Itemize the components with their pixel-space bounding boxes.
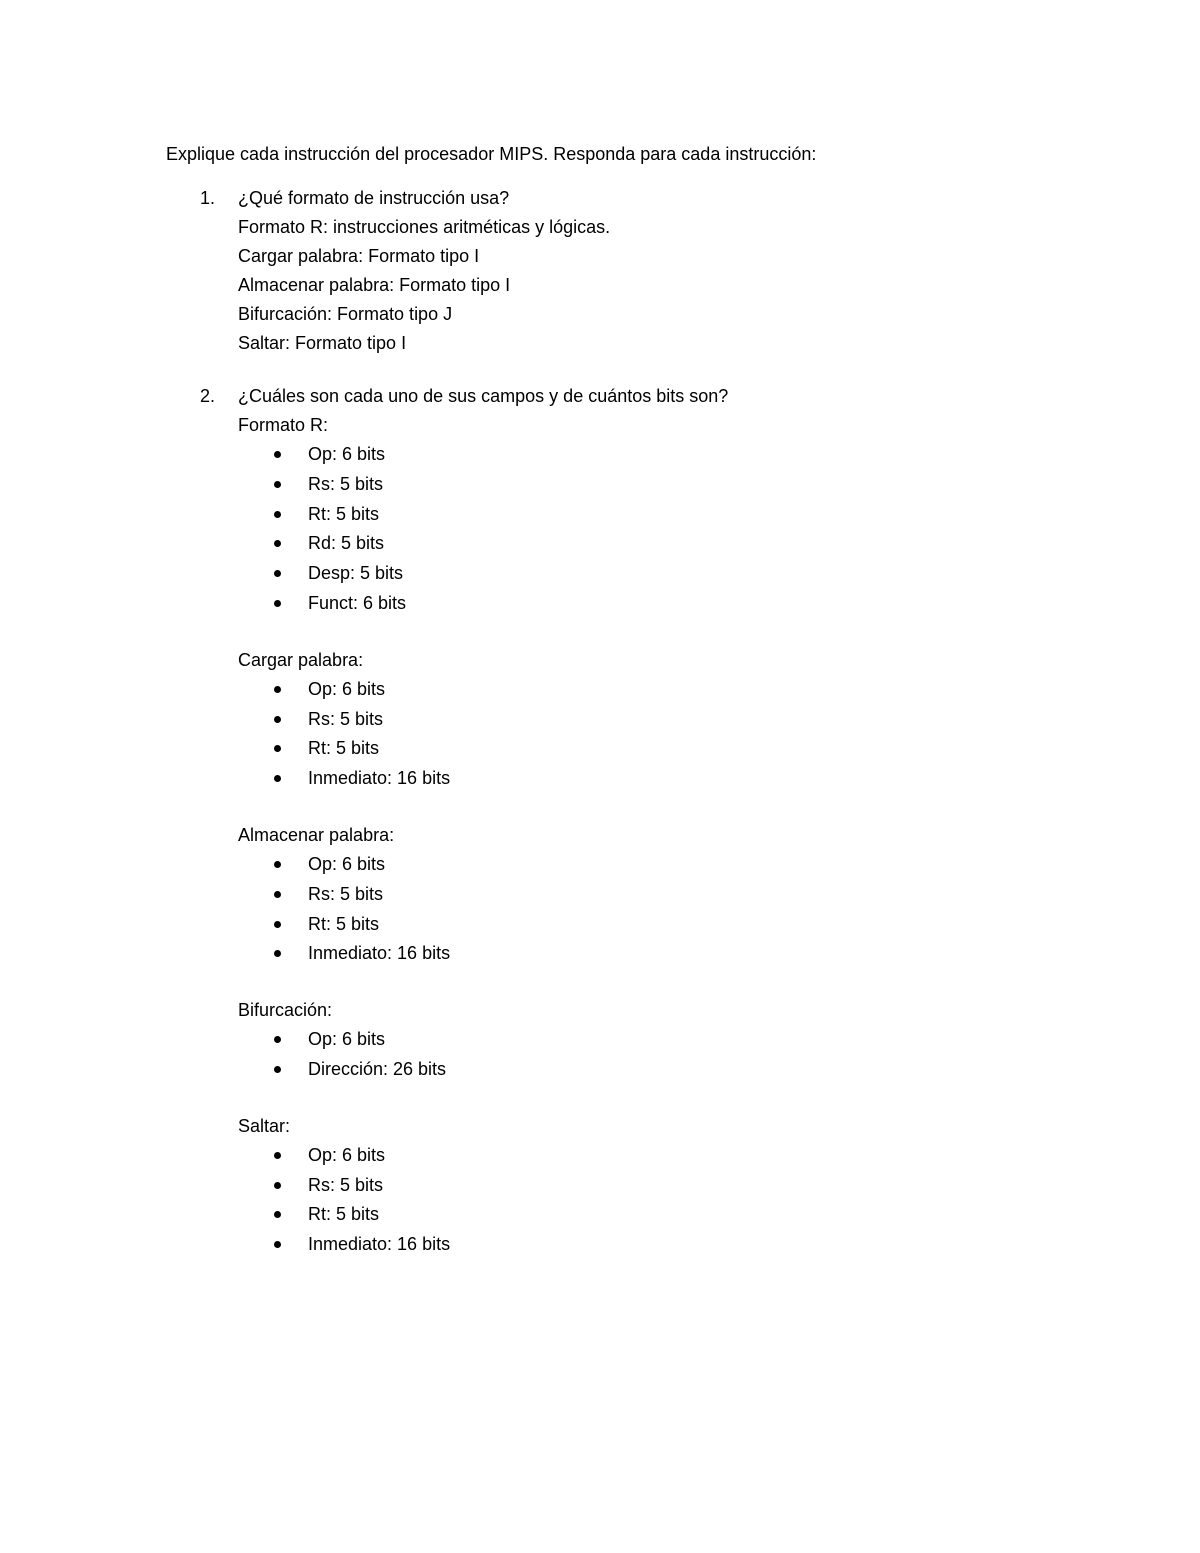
list-item	[200, 675, 1100, 705]
list-item	[200, 1141, 1100, 1171]
list-item-text: Rs: 5 bits	[308, 883, 384, 904]
list-item	[200, 500, 1100, 530]
answer-line: Formato R: instrucciones aritméticas y lógicas.	[238, 217, 611, 237]
bullet-icon	[274, 1182, 281, 1189]
field-group-formato-r	[200, 411, 1100, 619]
question-1-heading	[200, 184, 1100, 213]
question-2	[200, 382, 1100, 1287]
list-item-text: Rt: 5 bits	[308, 738, 380, 759]
list-item-text: Op: 6 bits	[308, 678, 386, 699]
bullet-icon	[274, 891, 281, 898]
bullet-icon	[274, 600, 281, 607]
bullet-icon	[274, 481, 281, 488]
question-2-text: ¿Cuáles son cada uno de sus campos y de cuántos bits son?	[238, 386, 729, 406]
question-2-heading	[200, 382, 1100, 411]
bullet-icon	[274, 1241, 281, 1248]
bullet-icon	[274, 716, 281, 723]
bullet-list	[200, 675, 1100, 794]
bullet-list	[200, 1025, 1100, 1085]
list-item-text: Op: 6 bits	[308, 444, 386, 464]
list-item-text: Rt: 5 bits	[308, 503, 380, 524]
list-item-text: Rs: 5 bits	[308, 473, 384, 494]
list-item	[200, 1055, 1100, 1085]
question-2-number: 2.	[200, 386, 216, 406]
bullet-list	[200, 1141, 1100, 1260]
bullet-icon	[274, 950, 281, 957]
field-group-almacenar-palabra	[200, 821, 1100, 969]
bullet-icon	[274, 775, 281, 782]
intro-text: Explique cada instrucción del procesador MIPS. Responda para cada instrucción:	[166, 144, 817, 164]
bullet-icon	[274, 570, 281, 577]
bullet-list	[200, 440, 1100, 619]
list-item	[200, 559, 1100, 589]
list-item	[200, 880, 1100, 910]
list-item-text: Op: 6 bits	[308, 853, 386, 874]
bullet-icon	[274, 921, 281, 928]
list-item-text: Inmediato: 16 bits	[308, 768, 451, 789]
group-title: Bifurcación:	[238, 1000, 333, 1021]
list-item	[200, 939, 1100, 969]
bullet-icon	[274, 861, 281, 868]
bullet-icon	[274, 745, 281, 752]
list-item	[200, 1230, 1100, 1260]
list-item	[200, 1200, 1100, 1230]
list-item-text: Desp: 5 bits	[308, 563, 404, 584]
bullet-icon	[274, 540, 281, 547]
bullet-icon	[274, 451, 281, 458]
list-item	[200, 440, 1100, 470]
list-item-text: Op: 6 bits	[308, 1029, 386, 1050]
list-item	[200, 529, 1100, 559]
answer-line: Saltar: Formato tipo I	[238, 333, 407, 353]
field-group-bifurcacion	[200, 996, 1100, 1085]
group-title: Formato R:	[238, 415, 329, 435]
group-title: Saltar:	[238, 1115, 291, 1136]
bullet-icon	[274, 1152, 281, 1159]
list-item-text: Inmediato: 16 bits	[308, 943, 451, 964]
list-item-text: Funct: 6 bits	[308, 592, 407, 613]
field-group-cargar-palabra	[200, 646, 1100, 794]
list-item	[200, 910, 1100, 940]
list-item	[200, 1171, 1100, 1201]
answer-line: Bifurcación: Formato tipo J	[238, 304, 453, 324]
list-item	[200, 1025, 1100, 1055]
list-item	[200, 470, 1100, 500]
list-item-text: Dirección: 26 bits	[308, 1058, 447, 1079]
list-item-text: Rd: 5 bits	[308, 533, 385, 554]
list-item	[200, 734, 1100, 764]
list-item-text: Inmediato: 16 bits	[308, 1234, 451, 1255]
answer-line: Cargar palabra: Formato tipo I	[238, 246, 480, 266]
bullet-list	[200, 850, 1100, 969]
bullet-icon	[274, 686, 281, 693]
bullet-icon	[274, 1066, 281, 1073]
list-item-text: Rt: 5 bits	[308, 913, 380, 934]
list-item-text: Rs: 5 bits	[308, 1174, 384, 1195]
group-title: Cargar palabra:	[238, 649, 364, 670]
answer-line: Almacenar palabra: Formato tipo I	[238, 275, 511, 295]
bullet-icon	[274, 511, 281, 518]
list-item-text: Rs: 5 bits	[308, 708, 384, 729]
list-item	[200, 764, 1100, 794]
group-title: Almacenar palabra:	[238, 824, 395, 845]
list-item-text: Rt: 5 bits	[308, 1204, 380, 1225]
field-group-saltar	[200, 1112, 1100, 1260]
bullet-icon	[274, 1211, 281, 1218]
list-item	[200, 705, 1100, 735]
question-1-number: 1.	[200, 188, 216, 208]
question-1-text: ¿Qué formato de instrucción usa?	[238, 188, 510, 208]
bullet-icon	[274, 1036, 281, 1043]
list-item-text: Op: 6 bits	[308, 1144, 386, 1165]
list-item	[200, 589, 1100, 619]
question-1	[200, 184, 1100, 358]
list-item	[200, 850, 1100, 880]
